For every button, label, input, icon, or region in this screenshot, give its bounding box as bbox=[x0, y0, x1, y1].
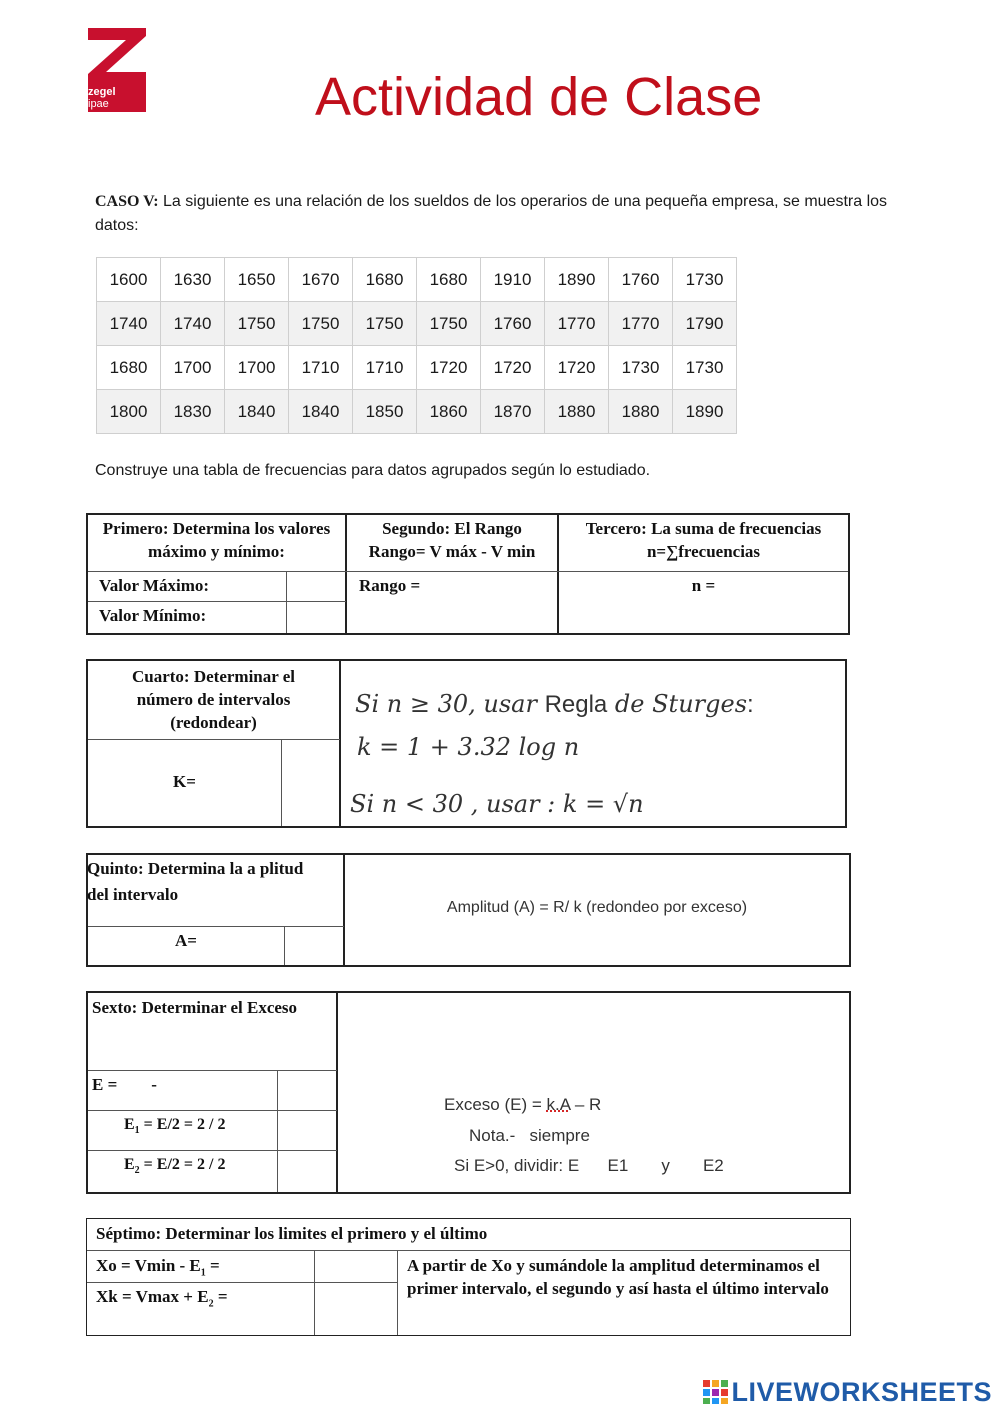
liveworksheets-watermark bbox=[703, 1377, 992, 1407]
table-cell: 1890 bbox=[545, 258, 609, 302]
table-cell: 1680 bbox=[353, 258, 417, 302]
e1-label: $E_1 = E/2 = 2 / 2$ bbox=[124, 1116, 226, 1137]
table-cell: 1700 bbox=[225, 346, 289, 390]
table-cell: 1750 bbox=[417, 302, 481, 346]
table-cell: 1880 bbox=[545, 390, 609, 434]
table-cell: 1830 bbox=[161, 390, 225, 434]
table-cell: 1680 bbox=[97, 346, 161, 390]
table-cell: 1890 bbox=[673, 390, 737, 434]
table-row bbox=[97, 302, 737, 346]
step6-header: Sexto: Determinar el Exceso bbox=[92, 998, 298, 1017]
table-cell: 1720 bbox=[417, 346, 481, 390]
sturges-condition: Si n ≥ 30, usar Regla de Sturges: bbox=[355, 690, 754, 718]
xo-label: $Xo = Vmin - E_1$ = bbox=[96, 1256, 220, 1279]
e-label: E = - bbox=[92, 1075, 157, 1094]
table-cell: 1850 bbox=[353, 390, 417, 434]
nota-input[interactable] bbox=[540, 1126, 620, 1148]
table-row bbox=[97, 346, 737, 390]
limits-note: A partir de Xo y sumándole la amplitud determinamos el primer intervalo, el segundo y así hasta el último intervalo bbox=[407, 1256, 829, 1298]
divide-rule: Si E>0, dividir: E E1 y E2 bbox=[454, 1156, 724, 1175]
table-cell: 1740 bbox=[97, 302, 161, 346]
sqrt-rule: Si n < 30 , usar : k = √n bbox=[350, 790, 644, 818]
logo-word-zegel: zegel bbox=[88, 86, 116, 98]
table-cell: 1840 bbox=[225, 390, 289, 434]
table-row bbox=[97, 390, 737, 434]
table-cell: 1910 bbox=[481, 258, 545, 302]
amplitud-formula: Amplitud (A) = R/ k (redondeo por exceso) bbox=[446, 899, 748, 916]
xo-input[interactable] bbox=[316, 1252, 396, 1281]
max-value-input[interactable] bbox=[288, 573, 344, 600]
step2-header: Segundo: El Rango Rango= V máx - V min bbox=[368, 519, 536, 561]
a-input[interactable] bbox=[286, 928, 342, 964]
table-cell: 1680 bbox=[417, 258, 481, 302]
step5-header: Quinto: Determina la a plitud del intervalo bbox=[87, 859, 304, 904]
n-input[interactable] bbox=[725, 573, 845, 631]
table-cell: 1730 bbox=[673, 258, 737, 302]
table-cell: 1750 bbox=[225, 302, 289, 346]
table-cell: 1880 bbox=[609, 390, 673, 434]
a-label: A= bbox=[175, 931, 197, 950]
xk-input[interactable] bbox=[316, 1284, 396, 1334]
table-cell: 1750 bbox=[353, 302, 417, 346]
e1-input[interactable] bbox=[279, 1112, 335, 1149]
table-cell: 1840 bbox=[289, 390, 353, 434]
case-intro bbox=[95, 190, 935, 238]
table-cell: 1730 bbox=[609, 346, 673, 390]
max-value-label: Valor Máximo: bbox=[99, 576, 210, 595]
n-label: n = bbox=[691, 576, 716, 595]
table-cell: 1760 bbox=[609, 258, 673, 302]
table-cell: 1670 bbox=[289, 258, 353, 302]
table-cell: 1730 bbox=[673, 346, 737, 390]
case-label: CASO V: bbox=[95, 193, 159, 210]
zegel-z-mark-icon bbox=[88, 28, 148, 88]
zegel-logo bbox=[88, 28, 148, 114]
step7-header: Séptimo: Determinar los limites el primero y el último bbox=[96, 1224, 488, 1243]
case-text: La siguiente es una relación de los sueldos de los operarios de una pequeña empresa, se muestra los datos: bbox=[95, 193, 888, 234]
liveworksheets-logo-icon bbox=[703, 1380, 729, 1404]
table-cell: 1860 bbox=[417, 390, 481, 434]
instruction-text: Construye una tabla de frecuencias para datos agrupados según lo estudiado. bbox=[95, 462, 651, 479]
e2-label: $E_2 = E/2 = 2 / 2$ bbox=[124, 1156, 226, 1177]
watermark-text: LIVEWORKSHEETS bbox=[731, 1376, 992, 1407]
e2-input[interactable] bbox=[279, 1152, 335, 1191]
table-cell: 1650 bbox=[225, 258, 289, 302]
table-cell: 1700 bbox=[161, 346, 225, 390]
table-cell: 1800 bbox=[97, 390, 161, 434]
rango-input[interactable] bbox=[430, 573, 550, 631]
table-cell: 1770 bbox=[545, 302, 609, 346]
step1-header: Primero: Determina los valores máximo y mínimo: bbox=[102, 519, 331, 561]
k-input[interactable] bbox=[283, 741, 338, 825]
min-value-label: Valor Mínimo: bbox=[99, 606, 207, 625]
logo-word-ipae: ipae bbox=[88, 98, 109, 110]
table-cell: 1790 bbox=[673, 302, 737, 346]
page-title: Actividad de Clase bbox=[315, 67, 763, 127]
xk-label: $Xk = Vmax + E_2$ = bbox=[96, 1287, 228, 1310]
table-cell: 1600 bbox=[97, 258, 161, 302]
table-cell: 1710 bbox=[289, 346, 353, 390]
step4-header: Cuarto: Determinar el número de intervalos (redondear) bbox=[131, 667, 296, 732]
nota-text: Nota.- siempre bbox=[469, 1126, 590, 1145]
e-input[interactable] bbox=[279, 1072, 335, 1109]
step3-header: Tercero: La suma de frecuencias n=∑frecuencias bbox=[585, 519, 822, 561]
salary-data-table bbox=[96, 257, 737, 434]
table-cell: 1870 bbox=[481, 390, 545, 434]
table-cell: 1770 bbox=[609, 302, 673, 346]
table-cell: 1760 bbox=[481, 302, 545, 346]
table-cell: 1710 bbox=[353, 346, 417, 390]
table-cell: 1630 bbox=[161, 258, 225, 302]
sturges-formula: k = 1 + 3.32 log n bbox=[357, 733, 580, 761]
k-label: K= bbox=[173, 772, 196, 791]
rango-label: Rango = bbox=[359, 576, 421, 595]
table-cell: 1720 bbox=[481, 346, 545, 390]
table-row bbox=[97, 258, 737, 302]
table-cell: 1720 bbox=[545, 346, 609, 390]
min-value-input[interactable] bbox=[288, 603, 344, 632]
table-cell: 1750 bbox=[289, 302, 353, 346]
exceso-formula: Exceso (E) = k.A – R bbox=[444, 1095, 602, 1114]
table-cell: 1740 bbox=[161, 302, 225, 346]
